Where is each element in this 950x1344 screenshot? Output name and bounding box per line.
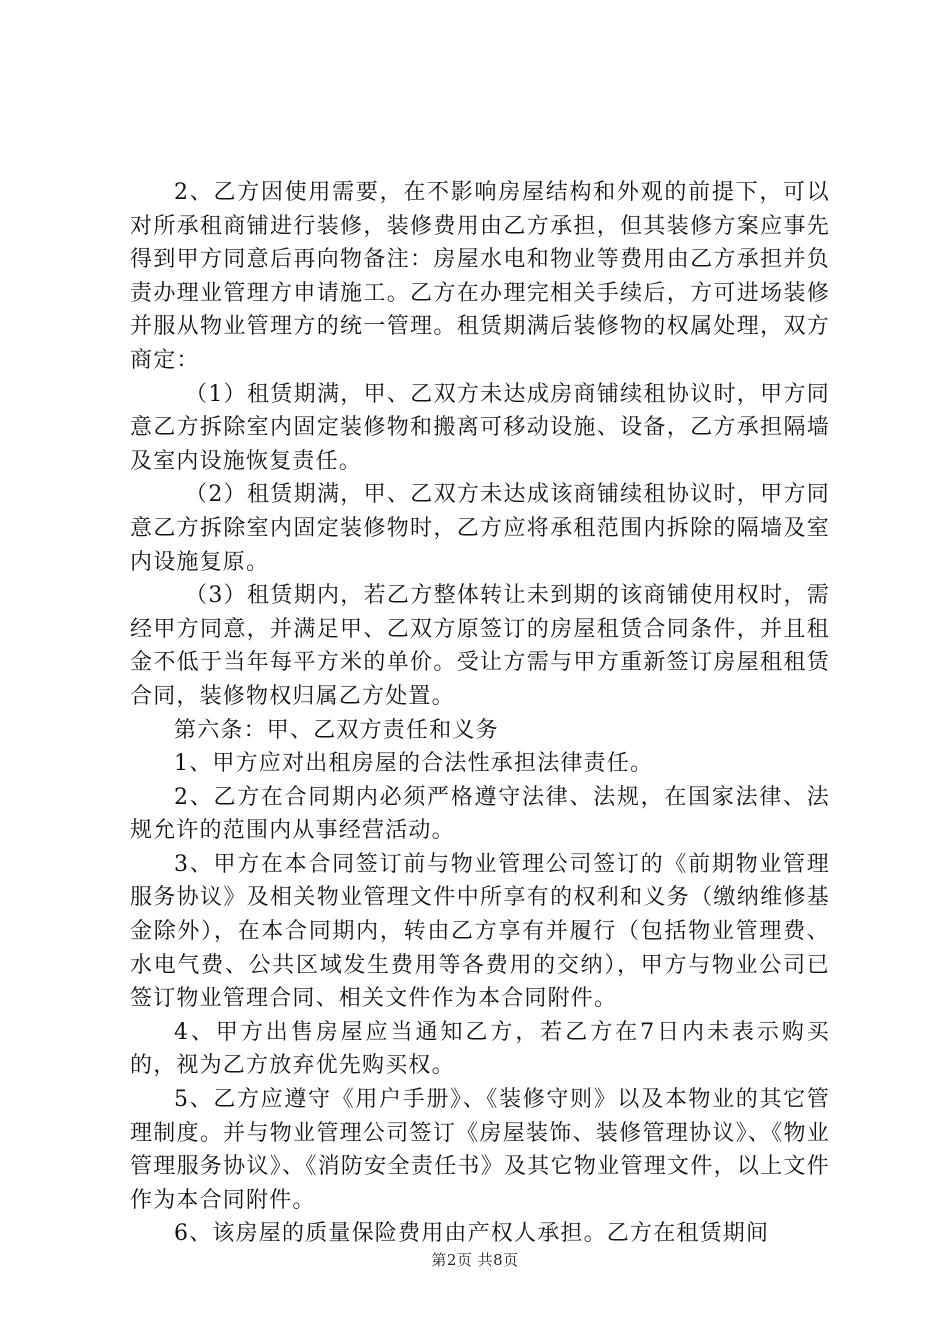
paragraph-subclause-3: （3）租赁期内，若乙方整体转让未到期的该商铺使用权时，需经甲方同意，并满足甲、乙双方原签订的房屋租赁合同条件，并且租金不低于当年每平方米的单价。受让方需与甲方重新签订房屋租租赁合同，装修物权归属乙方处置。	[130, 583, 830, 709]
page-number-footer: 第2页 共8页	[431, 1251, 519, 1269]
paragraph-subclause-1: （1）租赁期满，甲、乙双方未达成房商铺续租协议时，甲方同意乙方拆除室内固定装修物和搬离可移动设施、设备，乙方承担隔墙及室内设施恢复责任。	[130, 381, 830, 474]
paragraph-duty-1: 1、甲方应对出租房屋的合法性承担法律责任。	[174, 751, 654, 777]
paragraph-duty-6: 6、该房屋的质量保险费用由产权人承担。乙方在租赁期间	[174, 1221, 770, 1247]
paragraph-duty-4: 4、甲方出售房屋应当通知乙方，若乙方在7日内未表示购买的，视为乙方放弃优先购买权。	[130, 1019, 830, 1079]
article-six-heading: 第六条：甲、乙双方责任和义务	[174, 717, 499, 743]
paragraph-clause-2-renovation: 2、乙方因使用需要，在不影响房屋结构和外观的前提下，可以对所承租商铺进行装修，装修费用由乙方承担，但其装修方案应事先得到甲方同意后再向物备注：房屋水电和物业等费用由乙方承担并负责办理业管理方申请施工。乙方在办理完相关手续后，方可进场装修并服从物业管理方的统一管理。租赁期满后装修物的权属处理，双方商定：	[130, 180, 830, 373]
document-body	[130, 176, 830, 1251]
paragraph-subclause-2: （2）租赁期满，甲、乙双方未达成该商铺续租协议时，甲方同意乙方拆除室内固定装修物时，乙方应将承租范围内拆除的隔墙及室内设施复原。	[130, 482, 830, 575]
paragraph-duty-3: 3、甲方在本合同签订前与物业管理公司签订的《前期物业管理服务协议》及相关物业管理文件中所享有的权利和义务（缴纳维修基金除外），在本合同期内，转由乙方享有并履行（包括物业管理费、水电气费、公共区域发生费用等各费用的交纳），甲方与物业公司已签订物业管理合同、相关文件作为本合同附件。	[130, 851, 830, 1012]
paragraph-duty-5: 5、乙方应遵守《用户手册》、《装修守则》以及本物业的其它管理制度。并与物业管理公司签订《房屋装饰、装修管理协议》、《物业管理服务协议》、《消防安全责任书》及其它物业管理文件，以上文件作为本合同附件。	[130, 1087, 830, 1213]
paragraph-duty-2: 2、乙方在合同期内必须严格遵守法律、法规，在国家法律、法规允许的范围内从事经营活动。	[130, 784, 830, 844]
